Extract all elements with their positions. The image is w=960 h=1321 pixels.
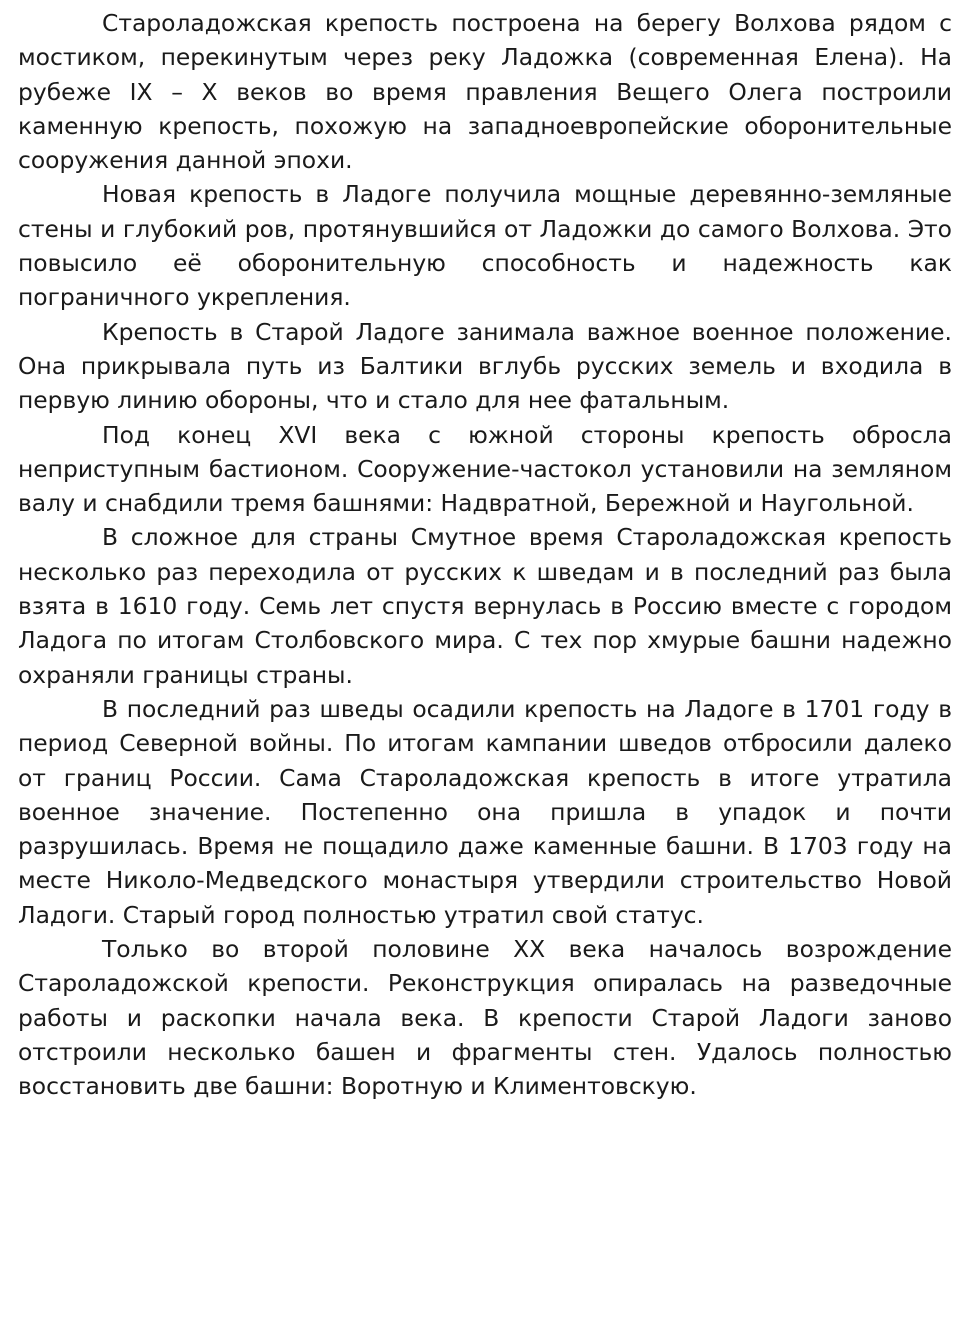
- document-body: [18, 6, 952, 1104]
- paragraph-1: Староладожская крепость построена на берегу Волхова рядом с мостиком, перекинутым через реку Ладожка (современная Елена). На рубеже IX – X веков во время правления Вещего Олега построили каменную крепость, похожую на западноевропейские оборонительные сооружения данной эпохи.: [18, 9, 952, 175]
- paragraph-3: Крепость в Старой Ладоге занимала важное военное положение. Она прикрывала путь из Балтики вглубь русских земель и входила в первую линию обороны, что и стало для нее фатальным.: [18, 317, 952, 415]
- paragraph-2: Новая крепость в Ладоге получила мощные деревянно-земляные стены и глубокий ров, протянувшийся от Ладожки до самого Волхова. Это повысило её оборонительную способность и надежность как пограничного укрепления.: [18, 180, 952, 312]
- paragraph-7: Только во второй половине XX века началось возрождение Староладожской крепости. Реконструкция опиралась на разведочные работы и раскопки начала века. В крепости Старой Ладоги заново отстроили несколько башен и фрагменты стен. Удалось полностью восстановить две башни: Воротную и Климентовскую.: [18, 935, 952, 1101]
- paragraph-5: В сложное для страны Смутное время Староладожская крепость несколько раз переходила от русских к шведам и в последний раз была взята в 1610 году. Семь лет спустя вернулась в Россию вместе с городом Ладога по итогам Столбовского мира. С тех пор хмурые башни надежно охраняли границы страны.: [18, 523, 952, 689]
- paragraph-6: В последний раз шведы осадили крепость на Ладоге в 1701 году в период Северной войны. По итогам кампании шведов отбросили далеко от границ России. Сама Староладожская крепость в итоге утратила военное значение. Постепенно она пришла в упадок и почти разрушилась. Время не пощадило даже каменные башни. В 1703 году на месте Николо-Медведского монастыря утвердили строительство Новой Ладоги. Старый город полностью утратил свой статус.: [18, 694, 952, 929]
- paragraph-4: Под конец XVI века с южной стороны крепость обросла неприступным бастионом. Сооружение-частокол установили на земляном валу и снабдили тремя башнями: Надвратной, Бережной и Наугольной.: [18, 420, 952, 518]
